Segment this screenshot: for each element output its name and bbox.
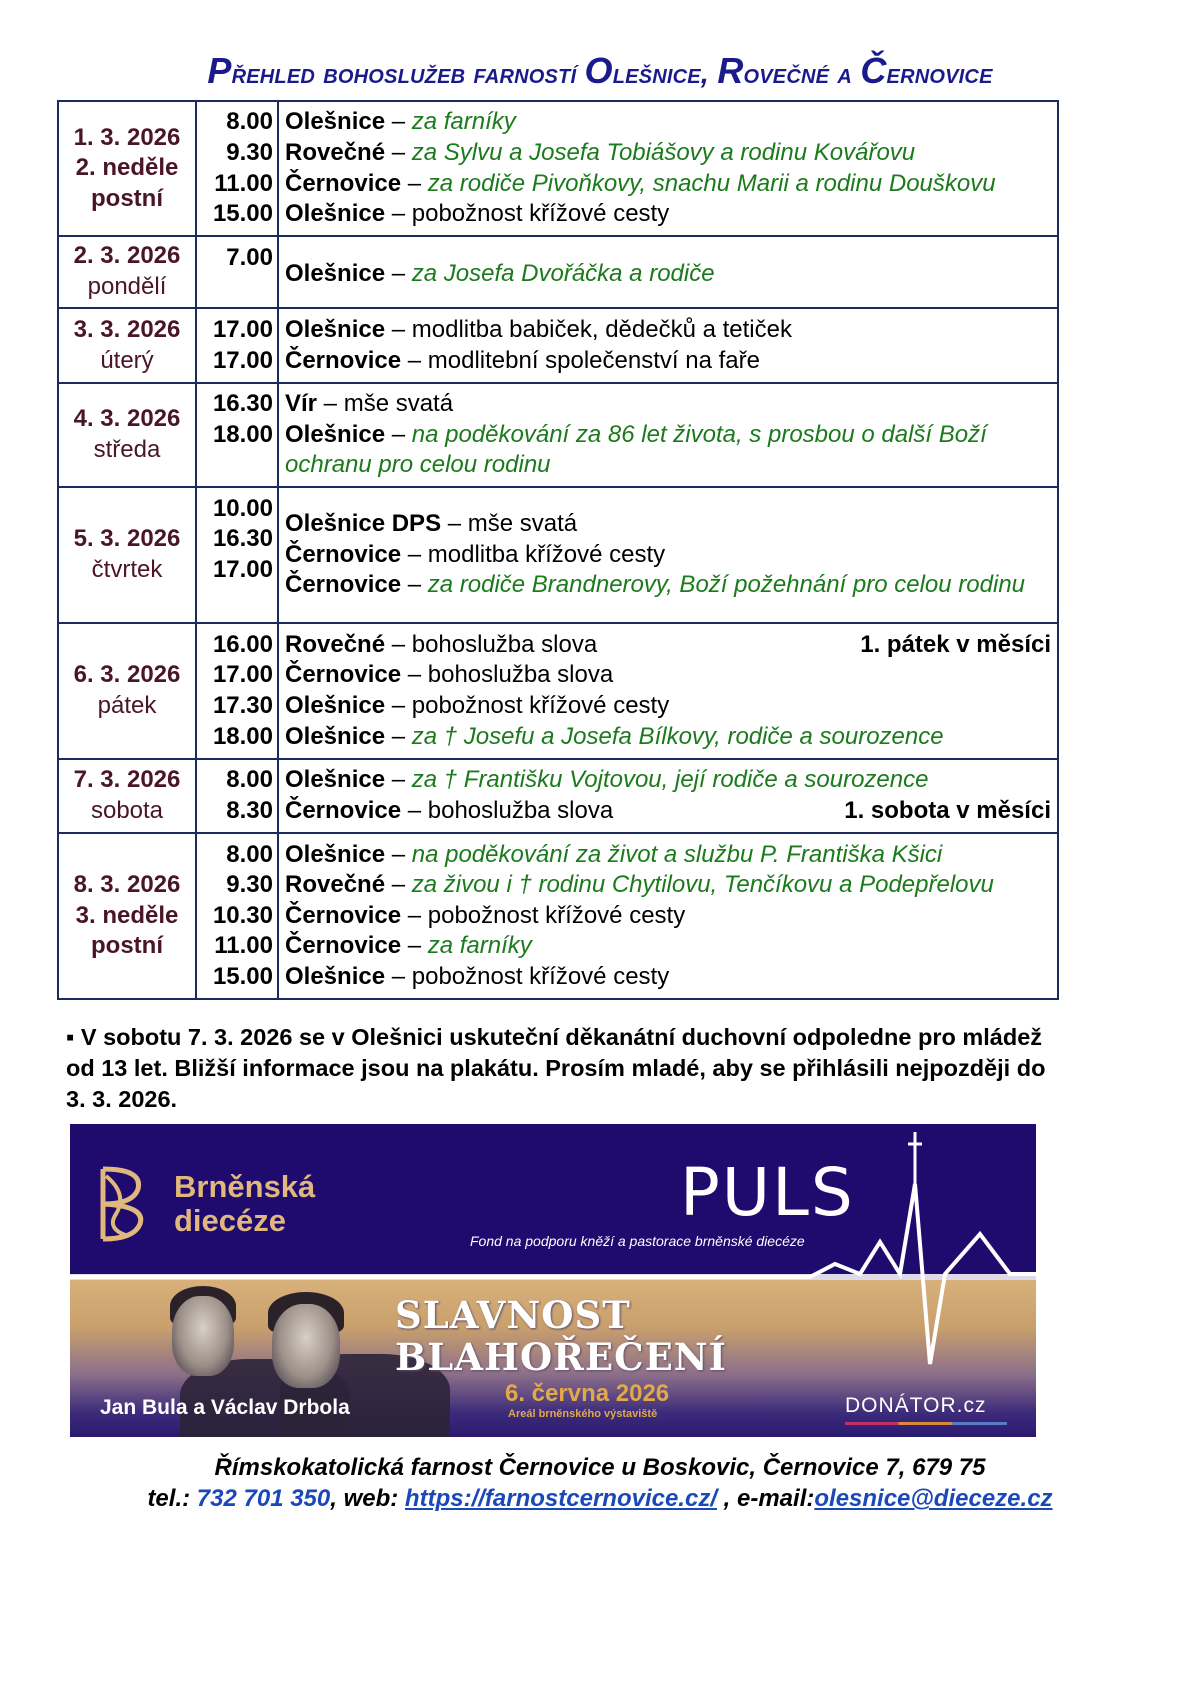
event-place: Olešnice	[285, 722, 386, 750]
event-venue: Areál brněnského výstaviště	[508, 1408, 658, 1420]
weekday-text: 3. neděle	[75, 901, 179, 929]
event-place: Olešnice	[285, 692, 386, 719]
event-dash: –	[385, 259, 412, 287]
date-cell	[58, 308, 196, 383]
event-time: 17.00	[212, 661, 273, 689]
date-cell	[58, 487, 196, 623]
event-item	[285, 540, 1051, 571]
event-time: 8.30	[226, 797, 273, 824]
puls-logo: PULS	[680, 1154, 855, 1231]
event-place: Rovečné	[285, 630, 386, 658]
email-link[interactable]: olesnice@dieceze.cz	[814, 1485, 1053, 1512]
event-description: pobožnost křížové cesty	[411, 692, 670, 719]
event-item	[285, 259, 1051, 290]
mass-intention: za farníky	[411, 108, 516, 136]
event-description: modlitba křížové cesty	[427, 540, 666, 568]
event-place: Rovečné	[285, 138, 386, 166]
title-text: ovečné a	[743, 58, 861, 90]
mass-intention: za † Františku Vojtovou, její rodiče a sourozence	[411, 766, 929, 794]
event-item	[285, 570, 1051, 601]
event-item	[285, 962, 1051, 993]
event-dash: –	[401, 346, 428, 374]
event-place: Olešnice	[285, 962, 386, 990]
event-item	[285, 840, 1051, 871]
event-item	[285, 420, 1051, 481]
event-place: Olešnice	[285, 766, 386, 794]
time-spacer	[197, 450, 273, 481]
event-dash: –	[385, 840, 412, 868]
event-item	[285, 931, 1051, 962]
event-place: Olešnice	[285, 840, 386, 868]
bullet-icon: ▪	[66, 1024, 75, 1050]
title-text: ernovice	[886, 58, 993, 90]
weekday-text: středa	[93, 436, 161, 463]
event-dash: –	[401, 571, 428, 599]
times-cell	[196, 833, 278, 999]
event-dash: –	[385, 630, 412, 658]
mass-intention: za rodiče Brandnerovy, Boží požehnání pro celou rodinu	[427, 571, 1026, 599]
event-time: 18.00	[212, 722, 273, 750]
event-item	[285, 138, 1051, 169]
web-label: , web:	[330, 1485, 405, 1512]
event-note: 1. pátek v měsíci	[860, 630, 1051, 658]
weekday-text: čtvrtek	[91, 556, 163, 583]
fund-tagline: Fond na podporu kněží a pastorace brněnské diecéze	[470, 1233, 805, 1249]
times-cell	[196, 101, 278, 236]
date-text: 2. 3. 2026	[73, 242, 181, 270]
events-cell	[278, 383, 1058, 487]
tel-label: tel.:	[147, 1485, 197, 1512]
event-dash: –	[385, 138, 412, 166]
times-cell	[196, 623, 278, 759]
event-time: 16.30	[212, 390, 273, 418]
website-link[interactable]: https://farnostcernovice.cz/	[404, 1485, 717, 1512]
date-text: 5. 3. 2026	[73, 525, 181, 553]
times-cell	[196, 487, 278, 623]
beatification-headline	[395, 1294, 727, 1378]
parish-address: Římskokatolická farnost Černovice u Boskovic, Černovice 7, 679 75	[214, 1454, 986, 1481]
event-item	[285, 169, 1051, 200]
event-description: pobožnost křížové cesty	[427, 901, 686, 929]
event-time: 17.30	[212, 692, 273, 719]
title-text: řehled bohoslužeb farností	[231, 58, 585, 90]
event-place: Olešnice	[285, 259, 386, 287]
mass-intention: za Josefa Dvořáčka a rodiče	[411, 259, 715, 287]
event-description: pobožnost křížové cesty	[411, 962, 670, 990]
event-dash: –	[401, 901, 428, 929]
time-spacer	[197, 274, 273, 305]
mass-intention: za Sylvu a Josefa Tobiášovy a rodinu Kovářovu	[411, 138, 916, 166]
event-place: Černovice	[285, 932, 402, 960]
event-place: Olešnice	[285, 108, 386, 136]
event-dash: –	[401, 540, 428, 568]
event-item	[285, 691, 1051, 722]
mass-intention: za rodiče Pivoňkovy, snachu Marii a rodinu Douškovu	[427, 169, 996, 197]
donator-logo: DONÁTOR.cz	[845, 1394, 987, 1417]
weekday-text: sobota	[90, 797, 164, 824]
schedule-day-row	[58, 759, 1058, 833]
event-place: Černovice	[285, 797, 402, 824]
footer	[0, 1452, 1200, 1514]
event-dash: –	[385, 871, 412, 899]
weekday-text: postní	[91, 184, 163, 212]
event-dash: –	[385, 108, 412, 136]
event-dash: –	[317, 390, 344, 418]
event-time: 8.00	[226, 766, 273, 794]
event-dash: –	[385, 722, 412, 750]
puls-banner	[70, 1124, 1036, 1437]
event-place: Černovice	[285, 901, 402, 929]
weekday-text: úterý	[100, 346, 154, 374]
schedule-day-row	[58, 487, 1058, 623]
mass-intention: za živou i † rodinu Chytilovu, Tenčíkovu a Podepřelovu	[411, 871, 994, 899]
date-cell	[58, 833, 196, 999]
events-cell	[278, 759, 1058, 833]
mass-intention: za † Josefu a Josefa Bílkovy, rodiče a sourozence	[411, 722, 944, 750]
title-initial: O	[584, 50, 613, 91]
date-cell	[58, 236, 196, 308]
event-dash: –	[401, 932, 428, 960]
times-cell	[196, 759, 278, 833]
date-cell	[58, 101, 196, 236]
event-time: 15.00	[212, 200, 273, 228]
event-description: pobožnost křížové cesty	[411, 200, 670, 228]
event-dash: –	[401, 797, 428, 824]
date-text: 7. 3. 2026	[73, 766, 181, 794]
event-time: 9.30	[226, 138, 273, 166]
event-item	[285, 660, 1051, 691]
schedule-day-row	[58, 101, 1058, 236]
events-cell	[278, 308, 1058, 383]
weekday-text: pátek	[97, 692, 157, 719]
event-item	[285, 509, 1051, 540]
event-item	[285, 765, 1051, 796]
date-text: 6. 3. 2026	[73, 661, 181, 689]
event-description: mše svatá	[467, 510, 578, 538]
event-place: Olešnice	[285, 420, 386, 448]
event-time: 16.30	[212, 525, 273, 553]
contact-line	[0, 1483, 1200, 1514]
times-cell	[196, 383, 278, 487]
weekday-text: pondělí	[87, 273, 167, 300]
event-place: Olešnice	[285, 315, 386, 343]
events-cell	[278, 101, 1058, 236]
event-place: Rovečné	[285, 871, 386, 899]
date-text: 3. 3. 2026	[73, 315, 181, 343]
notice	[66, 1022, 1066, 1115]
brand-line-2: diecéze	[174, 1203, 287, 1238]
event-dash: –	[385, 766, 412, 794]
event-place: Olešnice	[285, 200, 386, 228]
events-cell	[278, 833, 1058, 999]
date-text: 1. 3. 2026	[73, 123, 181, 151]
event-dash: –	[385, 420, 412, 448]
events-cell	[278, 487, 1058, 623]
schedule-day-row	[58, 236, 1058, 308]
event-time: 11.00	[214, 169, 273, 197]
events-cell	[278, 236, 1058, 308]
event-time: 8.00	[226, 108, 273, 136]
event-description: bohoslužba slova	[427, 797, 614, 824]
event-time: 15.00	[212, 962, 273, 990]
event-time: 17.00	[212, 346, 273, 374]
event-item	[285, 199, 1051, 230]
event-time: 8.00	[226, 840, 273, 868]
schedule-day-row	[58, 308, 1058, 383]
event-place: Olešnice DPS	[285, 510, 442, 538]
event-description: bohoslužba slova	[427, 661, 614, 689]
beatified-names: Jan Bula a Václav Drbola	[100, 1396, 350, 1419]
event-note: 1. sobota v měsíci	[844, 797, 1051, 824]
headline-line-1: SLAVNOST	[395, 1293, 631, 1337]
event-description: mše svatá	[343, 390, 454, 418]
headline-line-2: BLAHOŘEČENÍ	[395, 1335, 727, 1379]
event-dash: –	[401, 661, 428, 689]
event-place: Černovice	[285, 346, 402, 374]
times-cell	[196, 236, 278, 308]
event-time: 16.00	[212, 630, 273, 658]
event-dash: –	[385, 200, 412, 228]
time-spacer	[197, 586, 273, 617]
event-place: Černovice	[285, 540, 402, 568]
event-dash: –	[441, 510, 468, 538]
event-time: 10.00	[212, 494, 273, 522]
weekday-text: 2. neděle	[75, 154, 179, 182]
event-place: Černovice	[285, 661, 402, 689]
event-dash: –	[401, 169, 428, 197]
event-time: 17.00	[212, 315, 273, 343]
event-time: 7.00	[226, 244, 273, 272]
event-time: 17.00	[212, 556, 273, 583]
event-time: 11.00	[214, 932, 273, 960]
event-item	[285, 346, 1051, 377]
event-dash: –	[385, 315, 412, 343]
mass-intention: za farníky	[427, 932, 532, 960]
date-cell	[58, 383, 196, 487]
event-dash: –	[385, 962, 412, 990]
title-initial: R	[717, 50, 744, 91]
event-description: modlitba babiček, dědečků a tetiček	[411, 315, 792, 343]
event-time: 10.30	[212, 901, 273, 929]
date-cell	[58, 623, 196, 759]
event-dash: –	[385, 692, 412, 719]
page-title	[0, 50, 1200, 92]
date-cell	[58, 759, 196, 833]
schedule-day-row	[58, 383, 1058, 487]
date-text: 8. 3. 2026	[73, 871, 181, 899]
phone-number[interactable]: 732 701 350	[196, 1485, 331, 1512]
event-item	[285, 107, 1051, 138]
event-date: 6. června 2026	[505, 1380, 670, 1407]
times-cell	[196, 308, 278, 383]
event-item	[285, 389, 1051, 420]
date-text: 4. 3. 2026	[73, 405, 181, 433]
email-label: , e-mail:	[717, 1485, 815, 1512]
title-initial: Č	[860, 50, 887, 91]
event-place: Černovice	[285, 169, 402, 197]
notice-text: V sobotu 7. 3. 2026 se v Olešnici uskuteční děkanátní duchovní odpoledne pro mládež od 13 let. Bližší informace jsou na plakátu. Prosím mladé, aby se přihlásili nejpozději do 3. 3. 2026.	[66, 1024, 1046, 1112]
events-cell	[278, 623, 1058, 759]
event-place: Vír	[285, 390, 318, 418]
weekday-text: postní	[91, 932, 163, 960]
schedule-day-row	[58, 833, 1058, 999]
event-description: modlitební společenství na faře	[427, 346, 760, 374]
title-initial: P	[207, 50, 232, 91]
mass-intention: na poděkování za 86 let života, s prosbou o další Boží ochranu pro celou rodinu	[285, 420, 987, 479]
brand-line-1: Brněnská	[174, 1169, 316, 1204]
title-text: lešnice,	[612, 58, 718, 90]
event-place: Černovice	[285, 571, 402, 599]
event-time: 18.00	[212, 420, 273, 448]
event-item	[285, 796, 1051, 827]
event-time: 9.30	[226, 871, 273, 899]
event-item	[285, 870, 1051, 901]
mass-intention: na poděkování za život a službu P. Františka Kšici	[411, 840, 943, 868]
schedule-day-row	[58, 623, 1058, 759]
event-item	[285, 722, 1051, 753]
schedule-table	[57, 100, 1059, 1000]
event-item	[285, 315, 1051, 346]
event-item	[285, 901, 1051, 932]
event-description: bohoslužba slova	[411, 630, 598, 658]
donator-underline	[845, 1422, 1007, 1425]
event-item	[285, 630, 1051, 661]
